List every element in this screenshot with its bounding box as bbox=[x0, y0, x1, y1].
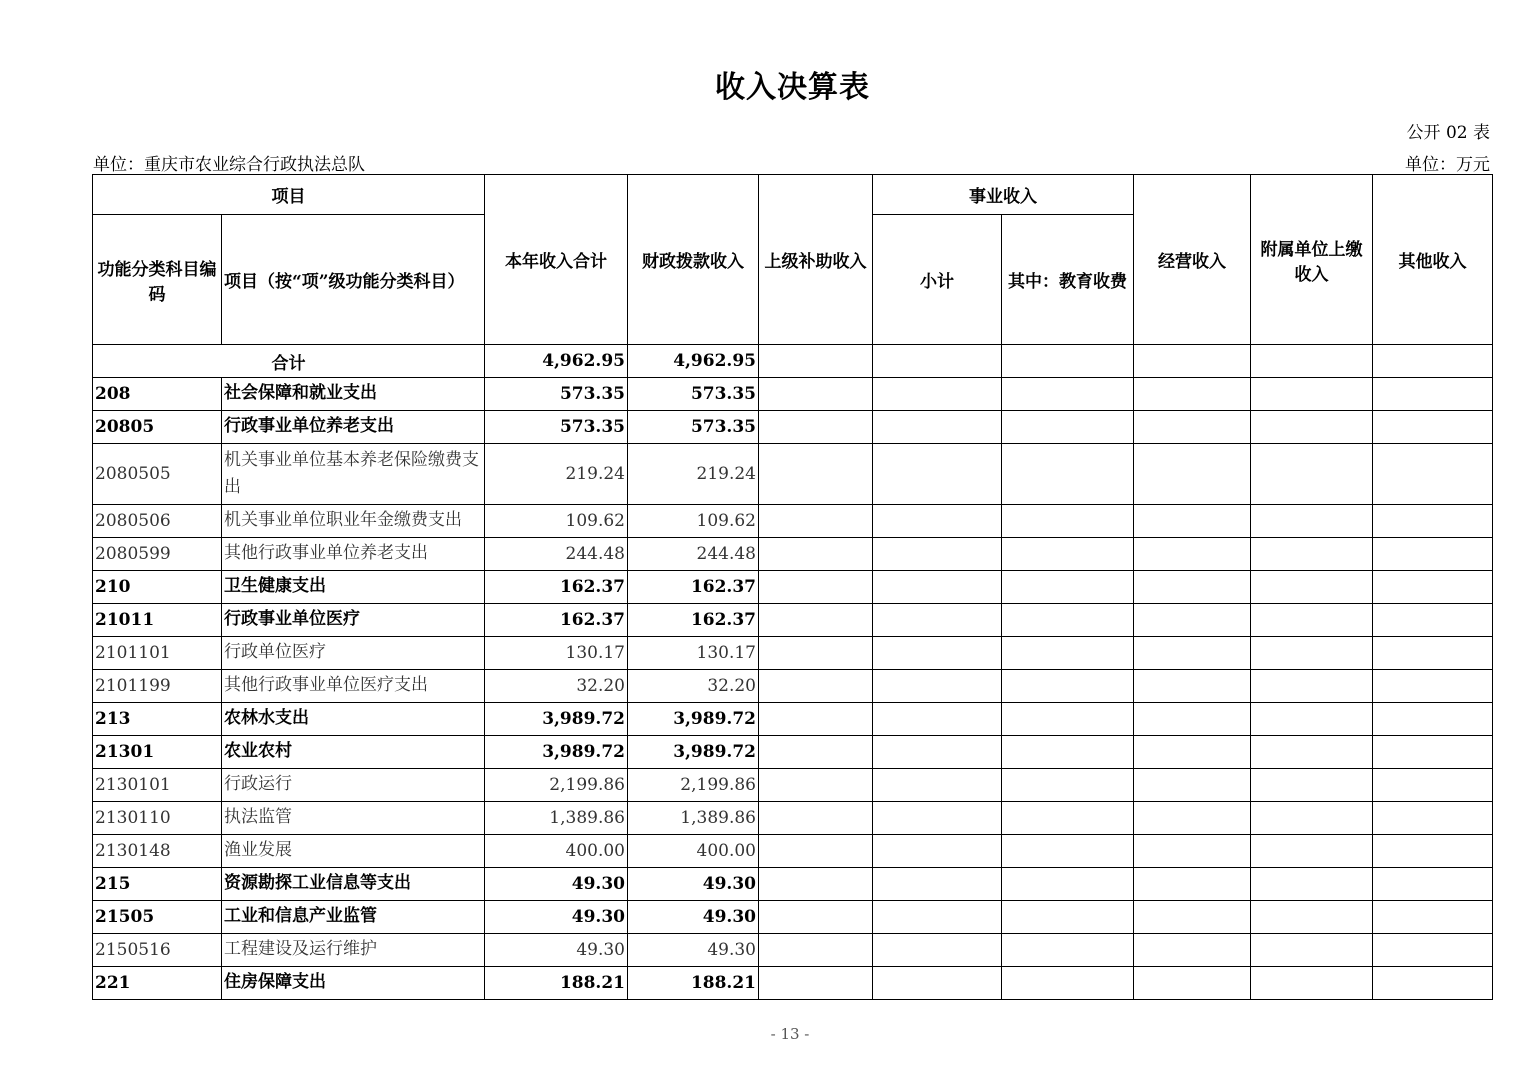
empty-cell bbox=[759, 967, 873, 1000]
empty-cell bbox=[1002, 901, 1134, 934]
empty-cell bbox=[1134, 769, 1251, 802]
total-label: 合计 bbox=[93, 345, 485, 378]
header-total: 本年收入合计 bbox=[485, 175, 628, 345]
row-total: 162.37 bbox=[485, 604, 628, 637]
empty-cell bbox=[1002, 967, 1134, 1000]
empty-cell bbox=[1373, 538, 1493, 571]
row-code: 21505 bbox=[93, 901, 222, 934]
row-total: 49.30 bbox=[485, 934, 628, 967]
row-name: 其他行政事业单位医疗支出 bbox=[222, 670, 485, 703]
table-row bbox=[93, 967, 1493, 1000]
empty-cell bbox=[759, 670, 873, 703]
empty-cell bbox=[759, 571, 873, 604]
empty-cell bbox=[1373, 637, 1493, 670]
empty-cell bbox=[759, 505, 873, 538]
empty-cell bbox=[759, 637, 873, 670]
empty-cell bbox=[1251, 505, 1373, 538]
row-name: 农林水支出 bbox=[222, 703, 485, 736]
empty-cell bbox=[1251, 901, 1373, 934]
row-name: 其他行政事业单位养老支出 bbox=[222, 538, 485, 571]
header-subtotal: 小计 bbox=[873, 215, 1002, 345]
header-code: 功能分类科目编码 bbox=[93, 215, 222, 345]
empty-cell bbox=[1251, 736, 1373, 769]
empty-cell bbox=[1134, 505, 1251, 538]
row-code: 21011 bbox=[93, 604, 222, 637]
empty-cell bbox=[1134, 604, 1251, 637]
row-fiscal: 49.30 bbox=[628, 934, 759, 967]
table-row bbox=[93, 444, 1493, 505]
row-fiscal: 162.37 bbox=[628, 571, 759, 604]
header-affiliated: 附属单位上缴收入 bbox=[1251, 175, 1373, 345]
row-total: 400.00 bbox=[485, 835, 628, 868]
row-fiscal: 3,989.72 bbox=[628, 703, 759, 736]
empty-cell bbox=[1373, 967, 1493, 1000]
row-total: 3,989.72 bbox=[485, 703, 628, 736]
total-income: 4,962.95 bbox=[485, 345, 628, 378]
row-fiscal: 32.20 bbox=[628, 670, 759, 703]
table-row bbox=[93, 571, 1493, 604]
empty-cell bbox=[1251, 802, 1373, 835]
empty-cell bbox=[1134, 670, 1251, 703]
row-code: 2080599 bbox=[93, 538, 222, 571]
empty-cell bbox=[1002, 411, 1134, 444]
table-row bbox=[93, 378, 1493, 411]
empty-cell bbox=[1002, 703, 1134, 736]
table-row bbox=[93, 505, 1493, 538]
row-fiscal: 109.62 bbox=[628, 505, 759, 538]
row-code: 221 bbox=[93, 967, 222, 1000]
empty-cell bbox=[1002, 934, 1134, 967]
empty-cell bbox=[1002, 736, 1134, 769]
row-total: 32.20 bbox=[485, 670, 628, 703]
empty-cell bbox=[1251, 670, 1373, 703]
empty-cell bbox=[759, 802, 873, 835]
empty-cell bbox=[1373, 604, 1493, 637]
table-row bbox=[93, 736, 1493, 769]
row-total: 219.24 bbox=[485, 444, 628, 505]
empty-cell bbox=[759, 378, 873, 411]
empty-cell bbox=[1251, 538, 1373, 571]
empty-cell bbox=[1002, 505, 1134, 538]
empty-cell bbox=[759, 604, 873, 637]
income-table bbox=[92, 174, 1493, 1000]
empty-cell bbox=[1134, 835, 1251, 868]
empty-cell bbox=[873, 505, 1002, 538]
row-name: 行政单位医疗 bbox=[222, 637, 485, 670]
empty-cell bbox=[873, 378, 1002, 411]
row-name: 工业和信息产业监管 bbox=[222, 901, 485, 934]
empty-cell bbox=[873, 901, 1002, 934]
empty-cell bbox=[1251, 604, 1373, 637]
row-fiscal: 2,199.86 bbox=[628, 769, 759, 802]
empty-cell bbox=[1251, 378, 1373, 411]
empty-cell bbox=[1373, 670, 1493, 703]
row-name: 工程建设及运行维护 bbox=[222, 934, 485, 967]
row-fiscal: 573.35 bbox=[628, 411, 759, 444]
empty-cell bbox=[1134, 901, 1251, 934]
unit-organization: 单位：重庆市农业综合行政执法总队 bbox=[93, 155, 365, 175]
empty-cell bbox=[1373, 444, 1493, 505]
empty-cell bbox=[1251, 934, 1373, 967]
row-total: 49.30 bbox=[485, 868, 628, 901]
header-item-name: 项目（按“项”级功能分类科目） bbox=[222, 215, 485, 345]
empty-cell bbox=[1134, 736, 1251, 769]
row-code: 210 bbox=[93, 571, 222, 604]
row-fiscal: 1,389.86 bbox=[628, 802, 759, 835]
table-row bbox=[93, 835, 1493, 868]
row-total: 244.48 bbox=[485, 538, 628, 571]
row-total: 3,989.72 bbox=[485, 736, 628, 769]
row-total: 162.37 bbox=[485, 571, 628, 604]
row-fiscal: 188.21 bbox=[628, 967, 759, 1000]
table-row bbox=[93, 411, 1493, 444]
row-fiscal: 3,989.72 bbox=[628, 736, 759, 769]
empty-cell bbox=[759, 868, 873, 901]
table-row bbox=[93, 802, 1493, 835]
empty-cell bbox=[1002, 378, 1134, 411]
empty-cell bbox=[759, 901, 873, 934]
header-superior: 上级补助收入 bbox=[759, 175, 873, 345]
row-total: 573.35 bbox=[485, 378, 628, 411]
row-name: 执法监管 bbox=[222, 802, 485, 835]
empty-cell bbox=[1373, 934, 1493, 967]
empty-cell bbox=[873, 835, 1002, 868]
table-row bbox=[93, 769, 1493, 802]
header-other: 其他收入 bbox=[1373, 175, 1493, 345]
row-total: 188.21 bbox=[485, 967, 628, 1000]
header-fiscal: 财政拨款收入 bbox=[628, 175, 759, 345]
empty-cell bbox=[1251, 703, 1373, 736]
table-row bbox=[93, 538, 1493, 571]
empty-cell bbox=[873, 967, 1002, 1000]
empty-cell bbox=[873, 802, 1002, 835]
row-fiscal: 130.17 bbox=[628, 637, 759, 670]
empty-cell bbox=[1002, 538, 1134, 571]
total-fiscal: 4,962.95 bbox=[628, 345, 759, 378]
empty-cell bbox=[1251, 411, 1373, 444]
empty-cell bbox=[1251, 769, 1373, 802]
empty-cell bbox=[1134, 378, 1251, 411]
row-code: 208 bbox=[93, 378, 222, 411]
row-total: 2,199.86 bbox=[485, 769, 628, 802]
empty-cell bbox=[1002, 444, 1134, 505]
empty-cell bbox=[1134, 571, 1251, 604]
empty-cell bbox=[1373, 901, 1493, 934]
empty-cell bbox=[1002, 868, 1134, 901]
empty-cell bbox=[1002, 670, 1134, 703]
row-fiscal: 573.35 bbox=[628, 378, 759, 411]
page-title: 收入决算表 bbox=[715, 70, 870, 105]
empty-cell bbox=[873, 637, 1002, 670]
empty-cell bbox=[1251, 868, 1373, 901]
row-fiscal: 219.24 bbox=[628, 444, 759, 505]
empty-cell bbox=[759, 703, 873, 736]
row-name: 社会保障和就业支出 bbox=[222, 378, 485, 411]
empty-cell bbox=[1251, 444, 1373, 505]
empty-cell bbox=[1373, 505, 1493, 538]
header-business-income: 事业收入 bbox=[873, 175, 1134, 215]
row-total: 1,389.86 bbox=[485, 802, 628, 835]
empty-cell bbox=[1373, 378, 1493, 411]
empty-cell bbox=[759, 538, 873, 571]
empty-cell bbox=[759, 411, 873, 444]
total-row bbox=[93, 345, 1493, 378]
row-name: 机关事业单位基本养老保险缴费支出 bbox=[222, 444, 485, 505]
empty-cell bbox=[1134, 538, 1251, 571]
header-operating: 经营收入 bbox=[1134, 175, 1251, 345]
empty-cell bbox=[1373, 769, 1493, 802]
row-code: 2130148 bbox=[93, 835, 222, 868]
row-total: 49.30 bbox=[485, 901, 628, 934]
row-name: 住房保障支出 bbox=[222, 967, 485, 1000]
table-row bbox=[93, 901, 1493, 934]
empty-cell bbox=[1251, 835, 1373, 868]
row-fiscal: 49.30 bbox=[628, 868, 759, 901]
empty-cell bbox=[873, 538, 1002, 571]
empty-cell bbox=[759, 934, 873, 967]
row-total: 130.17 bbox=[485, 637, 628, 670]
table-row bbox=[93, 868, 1493, 901]
row-code: 20805 bbox=[93, 411, 222, 444]
empty-cell bbox=[1373, 736, 1493, 769]
row-code: 2130101 bbox=[93, 769, 222, 802]
row-name: 农业农村 bbox=[222, 736, 485, 769]
empty-cell bbox=[1251, 571, 1373, 604]
row-code: 215 bbox=[93, 868, 222, 901]
empty-cell bbox=[873, 703, 1002, 736]
row-fiscal: 49.30 bbox=[628, 901, 759, 934]
empty-cell bbox=[1373, 868, 1493, 901]
empty-cell bbox=[873, 604, 1002, 637]
empty-cell bbox=[1251, 637, 1373, 670]
header-project: 项目 bbox=[93, 175, 485, 215]
row-name: 资源勘探工业信息等支出 bbox=[222, 868, 485, 901]
row-name: 机关事业单位职业年金缴费支出 bbox=[222, 505, 485, 538]
row-code: 2080505 bbox=[93, 444, 222, 505]
empty-cell bbox=[759, 736, 873, 769]
empty-cell bbox=[1373, 835, 1493, 868]
row-fiscal: 400.00 bbox=[628, 835, 759, 868]
empty-cell bbox=[1002, 802, 1134, 835]
empty-cell bbox=[1373, 802, 1493, 835]
empty-cell bbox=[759, 444, 873, 505]
empty-cell bbox=[1002, 769, 1134, 802]
page-number: - 13 - bbox=[770, 1025, 810, 1043]
unit-currency: 单位：万元 bbox=[1405, 155, 1490, 175]
row-code: 21301 bbox=[93, 736, 222, 769]
row-name: 行政运行 bbox=[222, 769, 485, 802]
empty-cell bbox=[1134, 444, 1251, 505]
empty-cell bbox=[1002, 835, 1134, 868]
empty-cell bbox=[1251, 967, 1373, 1000]
empty-cell bbox=[873, 670, 1002, 703]
row-name: 行政事业单位养老支出 bbox=[222, 411, 485, 444]
empty-cell bbox=[1134, 411, 1251, 444]
empty-cell bbox=[1134, 967, 1251, 1000]
table-row bbox=[93, 637, 1493, 670]
empty-cell bbox=[1134, 868, 1251, 901]
form-number: 公开 02 表 bbox=[1406, 123, 1490, 143]
empty-cell bbox=[1002, 604, 1134, 637]
empty-cell bbox=[873, 868, 1002, 901]
empty-cell bbox=[1373, 703, 1493, 736]
empty-cell bbox=[873, 411, 1002, 444]
empty-cell bbox=[873, 571, 1002, 604]
empty-cell bbox=[1134, 703, 1251, 736]
empty-cell bbox=[1134, 802, 1251, 835]
row-code: 213 bbox=[93, 703, 222, 736]
empty-cell bbox=[1002, 571, 1134, 604]
empty-cell bbox=[759, 769, 873, 802]
row-code: 2101199 bbox=[93, 670, 222, 703]
empty-cell bbox=[1373, 571, 1493, 604]
row-code: 2130110 bbox=[93, 802, 222, 835]
row-total: 109.62 bbox=[485, 505, 628, 538]
empty-cell bbox=[873, 444, 1002, 505]
row-name: 行政事业单位医疗 bbox=[222, 604, 485, 637]
row-name: 卫生健康支出 bbox=[222, 571, 485, 604]
table-row bbox=[93, 670, 1493, 703]
row-fiscal: 244.48 bbox=[628, 538, 759, 571]
empty-cell bbox=[1002, 637, 1134, 670]
table-row bbox=[93, 604, 1493, 637]
empty-cell bbox=[759, 835, 873, 868]
row-total: 573.35 bbox=[485, 411, 628, 444]
empty-cell bbox=[1134, 637, 1251, 670]
empty-cell bbox=[873, 736, 1002, 769]
row-code: 2101101 bbox=[93, 637, 222, 670]
row-fiscal: 162.37 bbox=[628, 604, 759, 637]
table-row bbox=[93, 934, 1493, 967]
header-edu-fee: 其中：教育收费 bbox=[1002, 215, 1134, 345]
empty-cell bbox=[873, 934, 1002, 967]
row-name: 渔业发展 bbox=[222, 835, 485, 868]
empty-cell bbox=[1373, 411, 1493, 444]
table-row bbox=[93, 703, 1493, 736]
row-code: 2080506 bbox=[93, 505, 222, 538]
empty-cell bbox=[1134, 934, 1251, 967]
empty-cell bbox=[873, 769, 1002, 802]
row-code: 2150516 bbox=[93, 934, 222, 967]
